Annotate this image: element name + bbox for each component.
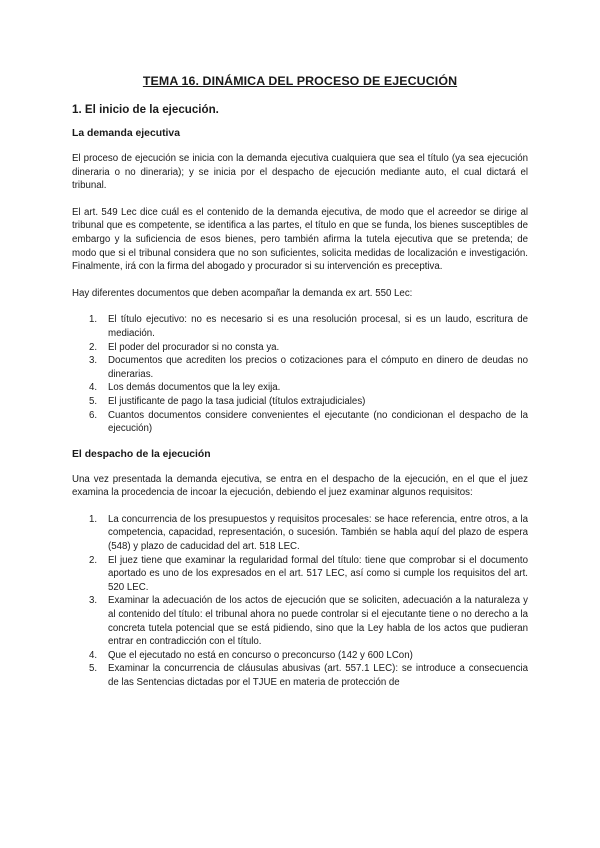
- paragraph: Hay diferentes documentos que deben acompañar la demanda ex art. 550 Lec:: [72, 287, 413, 299]
- list-item: [72, 409, 528, 436]
- list-item: [72, 381, 528, 395]
- list-item-text: El juez tiene que examinar la regularidad formal del título: tiene que comprobar si el documento aportado es uno de los expresados en el art. 517 LEC, así como si cumple los requisitos del art. 520 LEC.: [108, 554, 528, 593]
- list-item: [72, 354, 528, 381]
- list-item: [72, 554, 528, 595]
- list-number: 6.: [89, 409, 98, 421]
- list-item-text: Los demás documentos que la ley exija.: [108, 382, 281, 394]
- list-item: [72, 649, 528, 663]
- subsection-heading-despacho: El despacho de la ejecución: [72, 448, 211, 460]
- document-title: TEMA 16. DINÁMICA DEL PROCESO DE EJECUCIÓN: [142, 74, 458, 88]
- list-number: 1.: [89, 513, 98, 525]
- list-item-text: Que el ejecutado no está en concurso o preconcurso (142 y 600 LCon): [108, 649, 413, 661]
- requirements-list: [72, 513, 528, 690]
- list-item: [72, 313, 528, 340]
- list-item-text: Documentos que acrediten los precios o cotizaciones para el cómputo en dinero de deudas no dinerarias.: [108, 355, 528, 380]
- list-item-text: El poder del procurador si no consta ya.: [108, 341, 280, 353]
- list-number: 4.: [89, 382, 98, 394]
- documents-list: [72, 313, 528, 435]
- list-item: [72, 341, 528, 355]
- document-page: [72, 74, 528, 703]
- paragraph: El proceso de ejecución se inicia con la demanda ejecutiva cualquiera que sea el título (ya sea ejecución dineraria o no dineraria); y se inicia por el despacho de ejecución mediante auto, el cual dictará el tribunal.: [72, 153, 528, 192]
- subsection-heading-demanda: La demanda ejecutiva: [72, 128, 180, 139]
- list-item-text: El título ejecutivo: no es necesario si es una resolución procesal, si es un laudo, escritura de mediación.: [108, 314, 528, 339]
- list-item-text: El justificante de pago la tasa judicial (títulos extrajudiciales): [108, 395, 366, 407]
- list-item: [72, 594, 528, 648]
- list-number: 5.: [89, 663, 98, 675]
- section-heading: 1. El inicio de la ejecución.: [72, 103, 219, 116]
- list-item: [72, 395, 528, 409]
- list-item-text: Examinar la adecuación de los actos de ejecución que se soliciten, adecuación a la naturaleza y al contenido del título: el tribunal ahora no puede controlar si el ejecutante tiene o no derecho a la concreta tutela potencial que se está pidiendo, sino que la Ley habla de los actos que pudieran entrar en contradicción con el título.: [108, 595, 528, 648]
- list-number: 3.: [89, 355, 98, 367]
- list-item: [72, 662, 528, 689]
- list-number: 2.: [89, 341, 98, 353]
- list-item-text: La concurrencia de los presupuestos y requisitos procesales: se hace referencia, entre otros, a la competencia, capacidad, representación, o sucesión. También se habla aquí del plazo de espera (548) y plazo de caducidad del art. 518 LEC.: [108, 513, 528, 553]
- paragraph: Una vez presentada la demanda ejecutiva, se entra en el despacho de la ejecución, en el que el juez examina la procedencia de incoar la ejecución, debiendo el juez examinar algunos requisitos:: [72, 473, 528, 499]
- list-number: 3.: [89, 595, 98, 607]
- list-number: 1.: [89, 314, 98, 326]
- list-item: [72, 513, 528, 554]
- list-item-text: Examinar la concurrencia de cláusulas abusivas (art. 557.1 LEC): se introduce a consecuencia de las Sentencias dictadas por el TJUE en materia de protección de: [108, 663, 528, 688]
- paragraph: El art. 549 Lec dice cuál es el contenido de la demanda ejecutiva, de modo que el acreedor se dirige al tribunal que es competente, se identifica a las partes, el título en que se funda, los bienes susceptibles de embargo y la suficiencia de esos bienes, pero también afirma la tutela ejecutiva que se pretenda; de modo que si el tribunal considera que no son suficientes, solicita medidas de localización e investigación. Finalmente, irá con la firma del abogado y procurador si su intervención es preceptiva.: [72, 206, 528, 273]
- list-number: 5.: [89, 395, 98, 407]
- list-item-text: Cuantos documentos considere convenientes el ejecutante (no condicionan el despacho de la ejecución): [108, 409, 528, 435]
- list-number: 4.: [89, 649, 98, 661]
- list-number: 2.: [89, 554, 98, 566]
